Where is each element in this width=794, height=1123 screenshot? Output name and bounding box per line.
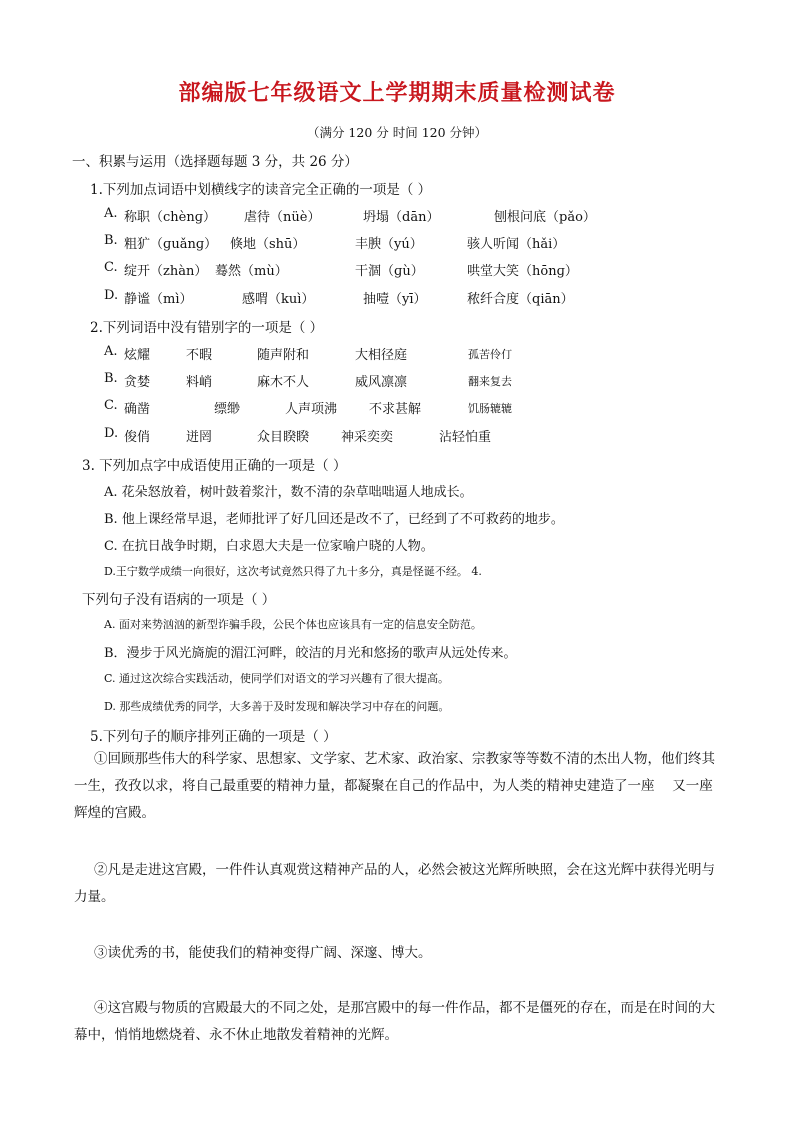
option-word: 蓦然（mù） [215, 264, 288, 279]
option-word: 料峭 [186, 375, 213, 390]
sentence-2: ②凡是走进这宫殿，一件件认真观赏这精神产品的人，必然会被这光辉所映照，会在这光辉中获得光明与力量。 [74, 862, 715, 905]
option-word: 倏地（shū） [230, 237, 306, 252]
option-letter: D. [104, 288, 119, 303]
option-word: 炫耀 [124, 348, 151, 363]
question-4-option-d: D. 那些成绩优秀的同学，大多善于及时发现和解决学习中存在的问题。 [104, 700, 450, 713]
question-4-option-c: C. 通过这次综合实践活动，使同学们对语文的学习兴趣有了很大提高。 [104, 672, 450, 685]
option-word: 威风凛凛 [355, 375, 408, 390]
option-word: 俊俏 [124, 430, 151, 445]
question-4-option-b: B．漫步于风光旖旎的湄江河畔，皎洁的月光和悠扬的歌声从远处传来。 [104, 646, 517, 661]
question-4-option-a: A. 面对来势汹汹的新型诈骗手段，公民个体也应该具有一定的信息安全防范。 [104, 618, 482, 631]
option-word: 感喟（kuì） [242, 292, 315, 307]
question-3-option-a: A. 花朵怒放着，树叶鼓着浆汁，数不清的杂草咄咄逼人地成长。 [104, 485, 473, 500]
question-3-option-d: D.王宁数学成绩一向很好，这次考试竟然只得了九十多分，真是怪诞不经。 4. [104, 565, 482, 578]
option-letter: A. [104, 206, 118, 221]
page-title: 部编版七年级语文上学期期末质量检测试卷 [178, 80, 616, 106]
option-word: 虐待（nüè） [244, 210, 321, 225]
option-letter: B. [104, 233, 118, 248]
option-word: 坍塌（dān） [363, 210, 440, 225]
question-5-stem: 5.下列句子的顺序排列正确的一项是（ ） [90, 729, 337, 745]
sentence-4: ④这宫殿与物质的宫殿最大的不同之处，是那宫殿中的每一件作品，都不是僵死的存在，而是在时间的大幕中，悄悄地燃烧着、永不休止地散发着精神的光辉。 [74, 1000, 715, 1043]
option-word: 麻木不人 [257, 375, 310, 390]
option-word: 沾轻怕重 [439, 430, 492, 445]
option-word: 人声项沸 [285, 402, 338, 417]
question-3-stem: 3. 下列加点字中成语使用正确的一项是（ ） [82, 458, 347, 474]
option-word: 翻来复去 [468, 375, 512, 388]
option-word: 众目睽睽 [257, 430, 310, 445]
option-word: 抽噎（yī） [363, 292, 427, 307]
sentence-1: ①回顾那些伟大的科学家、思想家、文学家、艺术家、政治家、宗教家等等数不清的杰出人物，他们终其一生，孜孜以求，将自己最重要的精神力量，都凝聚在自己的作品中，为人类的精神史建造了一座 又一座辉煌的宫殿。 [74, 751, 715, 821]
option-word: 干涸（ɡù） [355, 264, 424, 279]
option-word: 不求甚解 [369, 402, 422, 417]
option-word: 大相径庭 [355, 348, 408, 363]
question-4-stem: 下列句子没有语病的一项是（ ） [82, 592, 276, 608]
question-2-stem: 2.下列词语中没有错别字的一项是（ ） [90, 320, 324, 336]
exam-info: （满分 120 分 时间 120 分钟） [306, 125, 488, 140]
option-letter: A. [104, 344, 118, 359]
option-word: 刨根问底（pǎo） [494, 210, 596, 225]
option-word: 粗犷（ɡuǎnɡ） [124, 237, 218, 252]
option-word: 骇人听闻（hǎi） [467, 237, 566, 252]
option-word: 不暇 [186, 348, 213, 363]
option-word: 贪婪 [124, 375, 151, 390]
option-letter: B. [104, 371, 118, 386]
option-word: 随声附和 [257, 348, 310, 363]
option-word: 丰腴（yú） [355, 237, 423, 252]
option-word: 饥肠辘辘 [468, 402, 512, 415]
option-word: 孤苦伶仃 [468, 348, 512, 361]
option-word: 绽开（zhàn） [124, 264, 208, 279]
option-word: 迸罔 [186, 430, 213, 445]
option-letter: C. [104, 398, 118, 413]
option-word: 静谧（mì） [124, 292, 193, 307]
option-letter: C. [104, 260, 118, 275]
option-letter: D. [104, 426, 119, 441]
option-word: 称职（chènɡ） [124, 210, 217, 225]
option-word: 秾纤合度（qiān） [467, 292, 574, 307]
question-1-stem: 1.下列加点词语中划横线字的读音完全正确的一项是（ ） [90, 182, 432, 198]
question-3-option-b: B. 他上课经常早退，老师批评了好几回还是改不了，已经到了不可救药的地步。 [104, 512, 564, 527]
option-word: 确凿 [124, 402, 151, 417]
option-word: 神采奕奕 [341, 430, 394, 445]
section-heading: 一、积累与运用（选择题每题 3 分，共 26 分） [72, 154, 358, 170]
option-word: 哄堂大笑（hōnɡ） [467, 264, 578, 279]
option-word: 缥缈 [214, 402, 241, 417]
sentence-3: ③读优秀的书，能使我们的精神变得广阔、深邃、博大。 [94, 945, 432, 961]
question-3-option-c: C. 在抗日战争时期，白求恩大夫是一位家喻户晓的人物。 [104, 539, 434, 554]
